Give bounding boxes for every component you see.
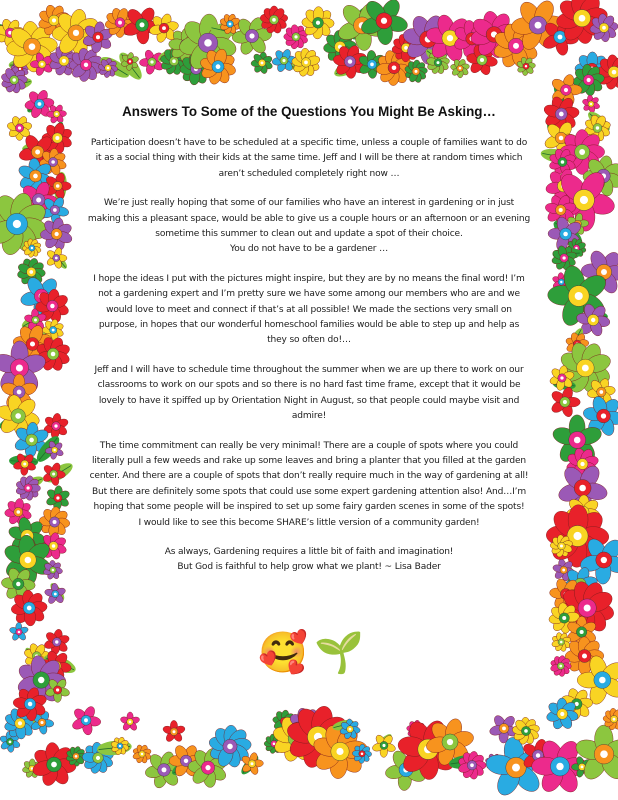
flower-shape <box>120 712 141 732</box>
flower-shape <box>302 6 335 39</box>
paragraph-line: they so often do!… <box>267 335 351 346</box>
flower-shape <box>71 705 102 736</box>
flower-shape <box>43 629 70 656</box>
flower-shape <box>251 52 274 75</box>
paragraph <box>62 439 556 531</box>
paragraph <box>62 136 556 182</box>
paragraph-line: You do not have to be a gardener … <box>230 244 388 255</box>
paragraph-line: I would like to see this become SHARE’s little version of a community garden! <box>138 517 480 528</box>
smiling-face-with-hearts-icon: 🥰 <box>258 631 308 675</box>
flower-shape <box>352 744 372 764</box>
seedling-icon: 🌱 <box>314 631 364 675</box>
paragraph <box>62 545 556 576</box>
flower-shape <box>9 622 29 641</box>
document-body <box>62 92 556 590</box>
paragraph-line: aren’t scheduled completely right now … <box>218 168 400 179</box>
paragraph-line: But God is faithful to help grow what we plant! ~ Lisa Bader <box>177 562 441 573</box>
paragraph-line: classrooms to work on our spots and so there is no hard fast time frame, except that it would be <box>97 380 521 391</box>
paragraph <box>62 363 556 425</box>
paragraph-line: Jeff and I will have to schedule time throughout the summer when we are up there to work on our <box>94 364 524 375</box>
paragraph-line: The time commitment can really be very minimal! There are a couple of spots where you could <box>99 440 519 451</box>
paragraph-line: Participation doesn’t have to be scheduled at a specific time, unless a couple of families want to do <box>90 138 528 148</box>
paragraph-line: literally pull a few weeds and rake up some leaves and bring a planter that you filled at the garden <box>92 455 526 466</box>
paragraph-line: But there are definitely some spots that could use some expert gardening attention also! And…I’m <box>91 486 527 497</box>
flower-shape <box>450 58 470 78</box>
flower-shape <box>162 720 186 743</box>
paragraph-line: it as a social thing with their kids at the same time. Jeff and I will be there at random times which <box>95 153 523 164</box>
page-title: Answers To Some of the Questions You Might Be Asking… <box>122 104 496 119</box>
paragraph-line: not a gardening expert and I’m pretty sure we have some among our members who are and we <box>98 289 520 300</box>
emoji-row <box>258 626 378 686</box>
paragraph <box>62 196 556 258</box>
paragraph-line: As always, Gardening requires a little bit of faith and imagination! <box>164 546 454 557</box>
flower-shape <box>139 49 165 75</box>
flower-shape <box>284 24 309 49</box>
paragraph-line: center. And there are a couple of spots that don’t really require much in the way of gardening at all! <box>89 471 529 482</box>
flower-shape <box>132 744 152 764</box>
paragraph-line: hoping that some people will be inspired to set up some fairy garden scenes in some of the spots! <box>93 502 525 513</box>
paragraph-line: We’re just really hoping that some of our families who have an interest in gardening or in just <box>103 198 515 209</box>
flower-shape <box>291 48 320 77</box>
paragraph-line: admire! <box>291 411 327 422</box>
flower-shape <box>31 742 77 788</box>
flower-shape <box>582 95 601 114</box>
paragraph-line: making this a pleasant space, would be able to give us a couple hours or an afternoon or an evening <box>87 213 531 224</box>
paragraph-line: I hope the ideas I put with the pictures might inspire, but they are by no means the final word! I’m <box>93 273 525 284</box>
paragraph-line: lovely to have it spiffed up by Orientation Night in August, so that people could maybe visit and <box>98 395 520 406</box>
paragraph-line: would love to meet and connect if that’s at all possible! We made the sections very small on <box>106 304 512 315</box>
flower-shape <box>0 66 27 93</box>
paragraph <box>62 272 556 349</box>
paragraph-line: sometime this summer to clean out and update a spot of their choice. <box>155 229 463 240</box>
paragraph-list <box>62 136 556 576</box>
paragraph-line: purpose, in hopes that our wonderful homeschool families would be able to step up and help as <box>98 320 520 331</box>
